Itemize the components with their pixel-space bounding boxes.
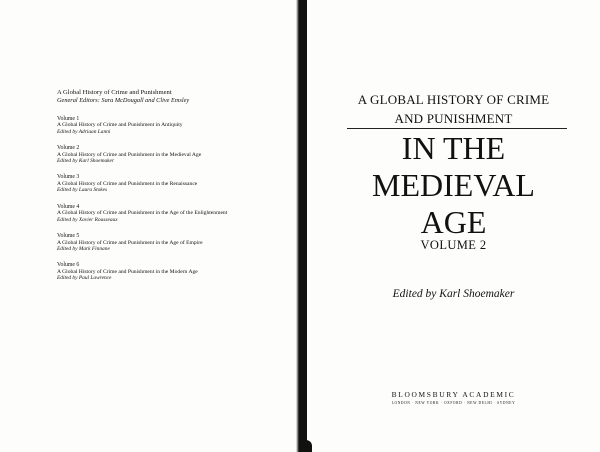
editor-credit: Edited by Karl Shoemaker xyxy=(392,288,515,300)
volume-entry xyxy=(57,204,287,223)
volume-label: Volume 5 xyxy=(57,232,80,239)
publisher-cities: LONDON · NEW YORK · OXFORD · NEW DELHI · SYDNEY xyxy=(391,401,516,405)
volume-label: Volume 4 xyxy=(57,203,80,210)
series-list xyxy=(57,89,287,292)
volume-editor: Edited by Xavier Rousseaux xyxy=(57,216,118,223)
volume-editor: Edited by Karl Shoemaker xyxy=(57,158,115,165)
volume-editor: Edited by Adriaan Lanni xyxy=(57,128,111,135)
volume-title: A Global History of Crime and Punishment in the Modern Age xyxy=(57,268,198,275)
volume-entry xyxy=(57,145,287,164)
volume-entry xyxy=(57,116,287,135)
volume-label: Volume 6 xyxy=(57,262,80,269)
general-editors: General Editors: Sara McDougall and Clive Emsley xyxy=(57,96,190,104)
volume-entry xyxy=(57,233,287,252)
scan-gutter-blot xyxy=(300,440,312,452)
volume-label: Volume 1 xyxy=(57,115,80,122)
series-heading-line2: AND PUNISHMENT xyxy=(394,111,513,126)
book-title-line1: IN THE xyxy=(401,130,506,166)
volume-label: Volume 3 xyxy=(57,174,80,181)
publisher-name: BLOOMSBURY ACADEMIC xyxy=(391,390,516,399)
volume-entry xyxy=(57,174,287,193)
title-rule xyxy=(347,128,567,129)
volume-title: A Global History of Crime and Punishment in the Medieval Age xyxy=(57,151,202,158)
volume-number: VOLUME 2 xyxy=(420,238,487,252)
volume-entry xyxy=(57,262,287,281)
volume-title: A Global History of Crime and Punishment in the Renaissance xyxy=(57,181,198,188)
series-title: A Global History of Crime and Punishment xyxy=(57,89,172,96)
series-heading-line1: A GLOBAL HISTORY OF CRIME xyxy=(357,92,550,107)
book-title-line3: AGE xyxy=(420,204,487,240)
right-page xyxy=(307,0,600,452)
volume-label: Volume 2 xyxy=(57,145,80,152)
volume-editor: Edited by Paul Lawrence xyxy=(57,275,112,282)
book-title-line2: MEDIEVAL xyxy=(372,167,535,203)
volume-title: A Global History of Crime and Punishment in Antiquity xyxy=(57,122,183,129)
volume-title: A Global History of Crime and Punishment in the Age of Empire xyxy=(57,239,203,246)
volume-title: A Global History of Crime and Punishment in the Age of the Enlightenment xyxy=(57,210,228,217)
volume-editor: Edited by Laura Stokes xyxy=(57,187,108,194)
volume-editor: Edited by Mark Finnane xyxy=(57,246,110,253)
